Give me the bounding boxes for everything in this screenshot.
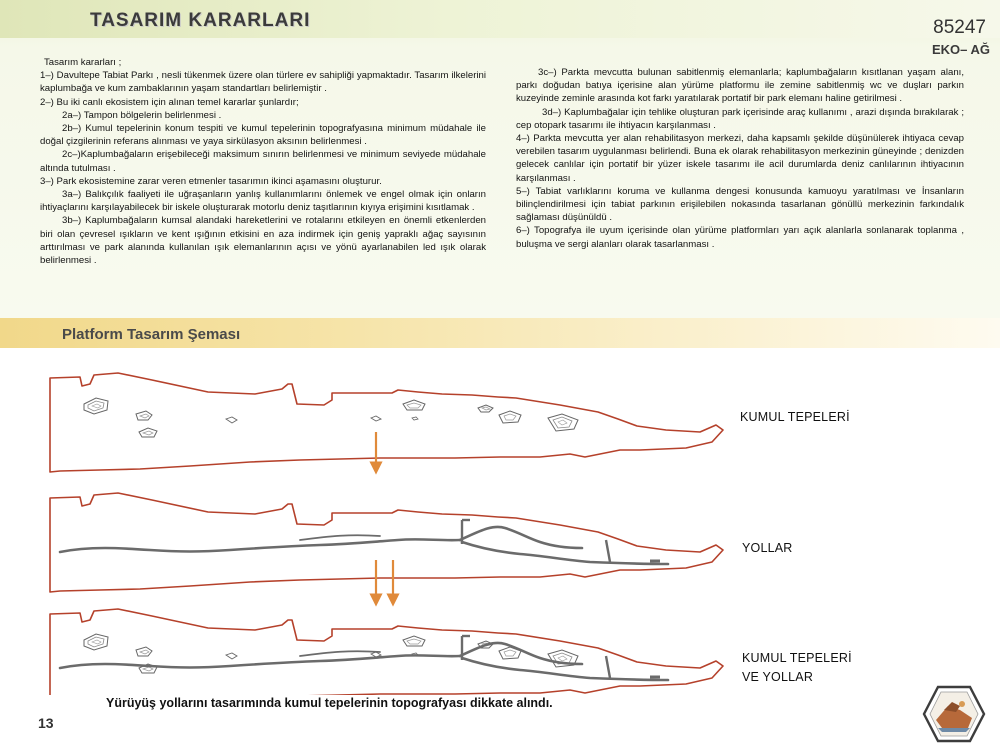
label-dunes: KUMUL TEPELERİ — [740, 410, 850, 424]
decisions-right-column — [516, 66, 964, 251]
project-code: 85247 — [933, 17, 986, 38]
paragraph: 3a–) Balıkçılık faaliyeti ile uğraşanların yanlış kullanımlarını önlemek ve engel olmak için onların ihtiyaçlarını karşılayabilecek bir iskele oluşturarak motorlu deniz taşıtlarının kıyıya erişimini kısıtlamak . — [40, 189, 486, 214]
paragraph: 2c–)Kaplumbağaların erişebileceği maksimum sınırın belirlenmesi ve minimum seviyede müdahale altında tutulması . — [40, 149, 486, 174]
label-roads: YOLLAR — [742, 541, 793, 555]
paragraph: 3c–) Parkta mevcutta bulunan sabitlenmiş elemanlarla; kaplumbağaların kısıtlanan yaşam alanı, parkı doğudan batıya içerisine alan yürüme platformu ile zemine sabitlenmiş wc ve duşları parkın kuzeyinde zeminle arasında kot farkı yaratılarak portatif bir park elemanı haline getirilmesi . — [516, 67, 964, 105]
paragraph: 2b–) Kumul tepelerinin konum tespiti ve kumul tepelerinin topografyasına minimum müdahale ile doğal çizgilerinin referans alınması ve yaya sirkülasyon aksının belirlenmesi . — [40, 123, 486, 148]
page-title: TASARIM KARARLARI — [90, 10, 311, 31]
paragraph: 2–) Bu iki canlı ekosistem için alınan temel kararlar şunlardır; — [40, 96, 299, 108]
project-logo-icon — [922, 684, 986, 744]
platform-schema — [0, 350, 1000, 695]
paragraph: 4–) Parkta mevcutta yer alan rehabilitasyon merkezi, daha kapsamlı şekilde düşünülerek ihtiyaca cevap verebilen tasarım uygulanması belirlendi. Buna ek olarak rehabilitasyon merkezinin güneyinde ; denizden gelecek canlılar için portatif bir yüzer iskele tasarımı ile acil durumlarda deniz canlılarının ihtiyacının karşılanması . — [516, 133, 964, 184]
paragraph: 3d–) Kaplumbağalar için tehlike oluşturan park içerisinde araç kullanımı , arazi dışında bırakılarak ; cep otopark tasarımı ile ihtiyacın karşılanması . — [516, 106, 964, 131]
paragraph: 1–) Davultepe Tabiat Parkı , nesli tükenmek üzere olan türlere ev sahipliği yapmaktadır. Tasarım ilkelerini kaplumbağa ve kum zambaklarının yaşam standartları belirlemiştir . — [40, 70, 486, 95]
double-down-arrow-icon — [376, 560, 393, 600]
paragraph: 5–) Tabiat varlıklarını koruma ve kullanma dengesi konusunda kamuoyu yaratılması ve İnsanların bilinçlendirilmesi için tabiat parkının erişilebilen nokasında tasarlanan gönüllü merkezinin farkındalık sağlaması düşünüldü . — [516, 185, 964, 224]
paragraph: 3–) Park ekosistemine zarar veren etmenler tasarımın ikinci aşamasını oluşturur. — [40, 175, 382, 187]
paragraph: 2a–) Tampon bölgelerin belirlenmesi . — [62, 109, 222, 121]
schema-caption: Yürüyüş yollarını tasarımında kumul tepelerinin topografyası dikkate alındı. — [106, 696, 553, 710]
decisions-left-column — [40, 56, 486, 267]
label-combined-line1: KUMUL TEPELERİ — [742, 651, 852, 665]
paragraph: 3b–) Kaplumbağaların kumsal alandaki hareketlerini ve rotalarını etkileyen en önemli etkenlerden biri olan çevresel ışıkların ve kent ışığının etkisini en aza indirmek için geniş yapraklı ağaç sayısının arttırılması ve park alanında kullanılan ışık elemanlarının açısı ve yönü ayarlanabilen led ışık olarak belirlenmesi . — [40, 215, 486, 267]
dunes-map — [50, 373, 723, 472]
paragraph: Tasarım kararları ; — [44, 57, 122, 68]
page-number: 13 — [38, 715, 54, 731]
project-name: EKO– AĞ — [931, 42, 990, 57]
section-title: Platform Tasarım Şeması — [62, 326, 241, 343]
combined-map — [50, 609, 723, 695]
paragraph: 6–) Topografya ile uyum içerisinde olan yürüme platformları yarı açık alanlarla sonlanarak toplanma , buluşma ve sergi alanları olarak tasarlanması . — [516, 225, 964, 250]
label-combined-line2: VE YOLLAR — [742, 670, 814, 684]
roads-map — [50, 493, 723, 592]
